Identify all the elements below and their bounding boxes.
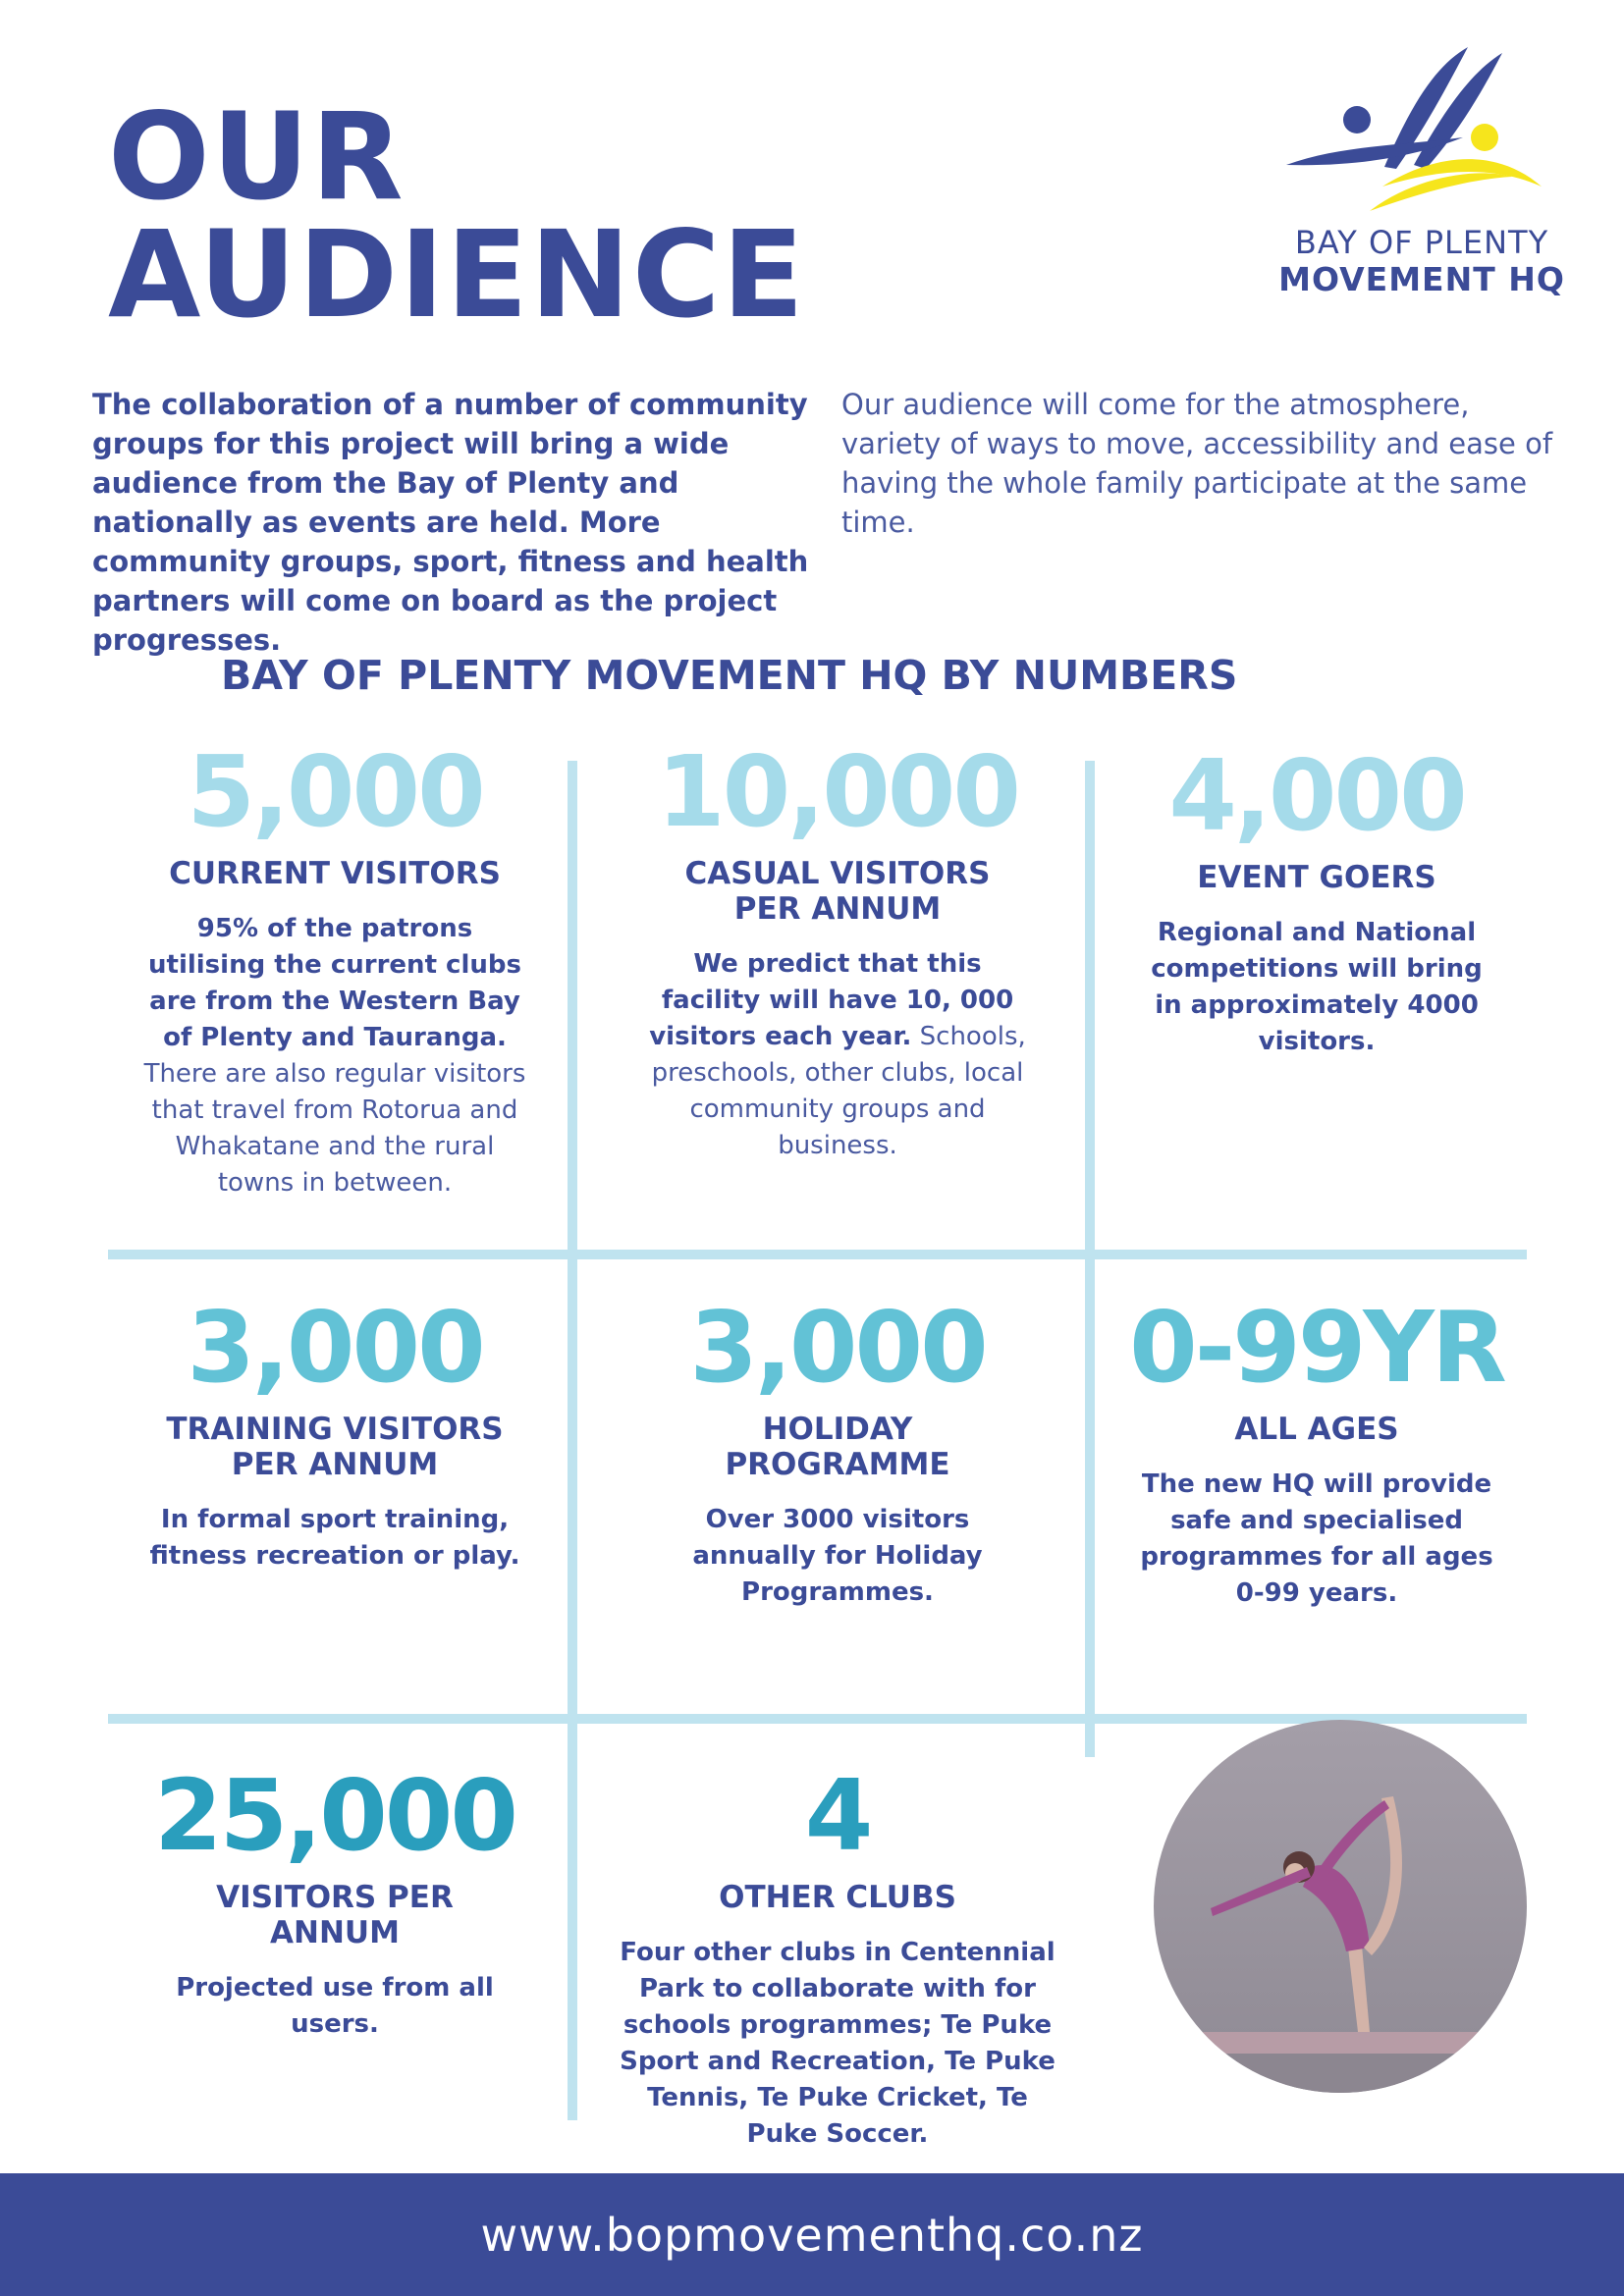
stat-number: 4: [804, 1758, 871, 1873]
stat-description: [1150, 915, 1484, 1060]
stat-number: 25,000: [154, 1758, 515, 1873]
gymnast-photo: [1154, 1720, 1527, 2093]
footer-bar: [0, 2173, 1624, 2296]
page-title-line2: AUDIENCE: [108, 205, 806, 345]
stat-other-clubs: [602, 1758, 1073, 2153]
stat-label: CASUAL VISITORS PER ANNUM: [684, 856, 991, 927]
stat-number: 4,000: [1168, 738, 1465, 853]
page-title: [108, 87, 806, 345]
stat-number: 5,000: [187, 734, 483, 849]
stat-label: ALL AGES: [1234, 1412, 1399, 1447]
stat-current-visitors: [99, 734, 570, 1201]
stat-description: [680, 1502, 995, 1611]
stat-description: [617, 1935, 1058, 2153]
stat-training-visitors: [99, 1290, 570, 1575]
intro-right-paragraph: Our audience will come for the atmosphere, variety of ways to move, accessibility and ease of having the whole family participate at the same time.: [841, 388, 1553, 539]
grid-divider: [108, 1250, 1527, 1259]
stat-label: EVENT GOERS: [1197, 860, 1436, 895]
stat-description-bold: Over 3000 visitors annually for Holiday Programmes.: [692, 1505, 983, 1607]
stat-description: [1140, 1467, 1493, 1612]
stat-description-bold: Projected use from all users.: [176, 1973, 494, 2039]
stat-description-bold: Four other clubs in Centennial Park to collaborate with for schools programmes; Te Puke Sport and Recreation, Te Puke Tennis, Te Puke Cricket, Te Puke Soccer.: [620, 1938, 1056, 2149]
stat-label: VISITORS PER ANNUM: [216, 1880, 454, 1950]
stat-label: HOLIDAY PROGRAMME: [725, 1412, 950, 1482]
section-title: BAY OF PLENTY MOVEMENT HQ BY NUMBERS: [221, 652, 1238, 699]
stat-description: [641, 946, 1034, 1164]
website-link[interactable]: www.bopmovementhq.co.nz: [480, 2208, 1144, 2262]
stat-number: 3,000: [187, 1290, 483, 1405]
stat-number: 0-99YR: [1129, 1290, 1504, 1405]
stat-description-bold: In formal sport training, fitness recreation or play.: [149, 1505, 520, 1571]
stat-holiday-programme: [602, 1290, 1073, 1611]
stat-number: 10,000: [657, 734, 1018, 849]
stat-description: [138, 911, 531, 1201]
stat-label: CURRENT VISITORS: [169, 856, 501, 891]
logo-text: [1245, 224, 1598, 298]
stat-label: TRAINING VISITORS PER ANNUM: [166, 1412, 504, 1482]
logo-line1: BAY OF PLENTY: [1294, 224, 1549, 261]
stat-all-ages: [1081, 1290, 1552, 1612]
stat-description-bold: 95% of the patrons utilising the current clubs are from the Western Bay of Plenty and Tauranga.: [148, 914, 521, 1052]
stat-description: [148, 1502, 521, 1575]
intro-left-paragraph: The collaboration of a number of community groups for this project will bring a wide audience from the Bay of Plenty and nationally as events are held. More community groups, sport, fitness and health partners will come on board as the project progresses.: [92, 388, 809, 657]
stat-description-bold: Regional and National competitions will bring in approximately 4000 visitors.: [1151, 918, 1483, 1056]
stat-event-goers: [1081, 738, 1552, 1060]
stat-visitors-per-annum: [99, 1758, 570, 2043]
stat-description-bold: We predict that this facility will have 10, 000 visitors each year.: [649, 949, 1014, 1051]
stat-number: 3,000: [689, 1290, 986, 1405]
stat-description-bold: The new HQ will provide safe and specialised programmes for all ages 0-99 years.: [1140, 1469, 1493, 1608]
page-title-line1: OUR: [108, 87, 406, 227]
logo-line2: MOVEMENT HQ: [1278, 260, 1565, 298]
stat-description: [173, 1970, 497, 2043]
stat-label: OTHER CLUBS: [719, 1880, 956, 1915]
stat-description-rest: Schools, preschools, other clubs, local community groups and business.: [651, 1022, 1026, 1160]
stat-description-rest: There are also regular visitors that travel from Rotorua and Whakatane and the rural towns in between.: [143, 1059, 526, 1198]
stat-casual-visitors: [602, 734, 1073, 1164]
